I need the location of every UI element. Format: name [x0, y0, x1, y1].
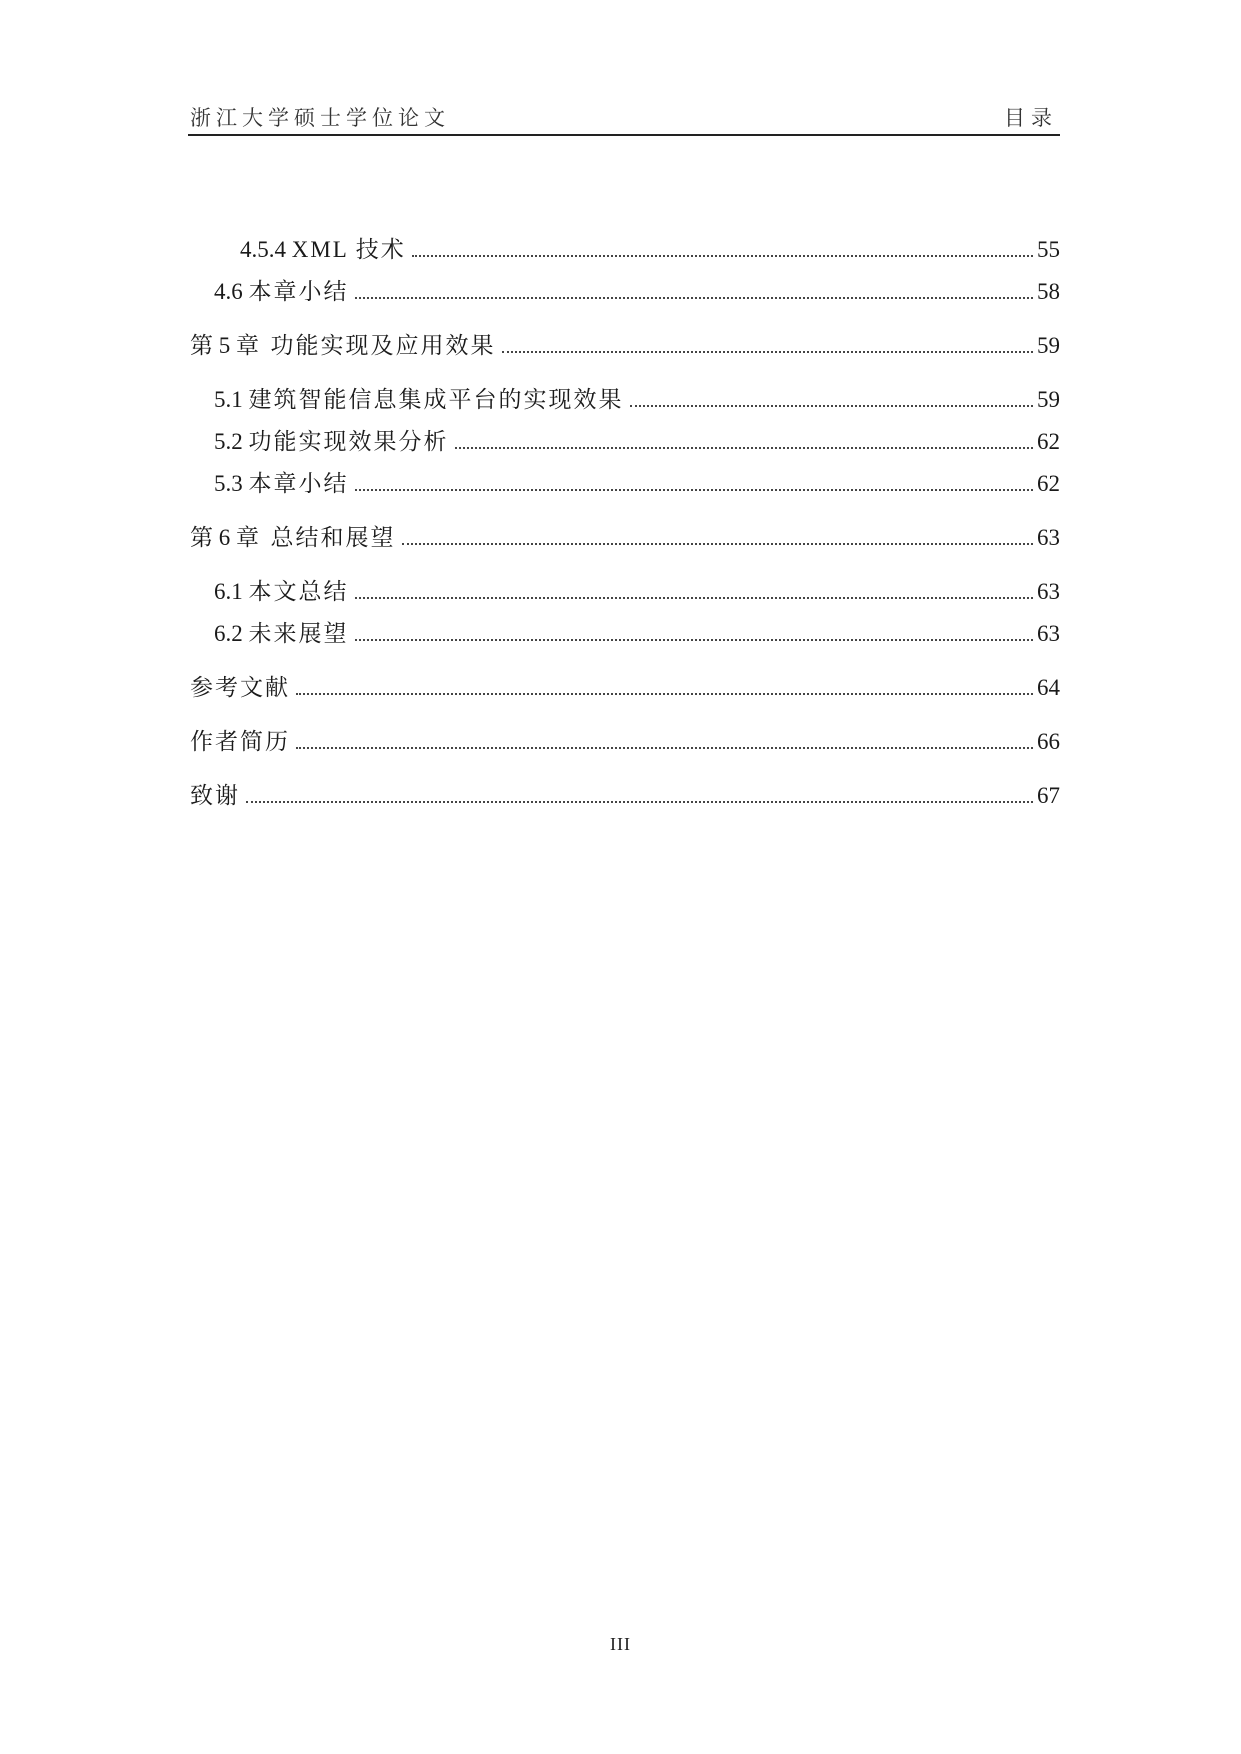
toc-entry-number: 4.5.4 — [240, 237, 292, 262]
toc-entry-number: 5.3 — [214, 471, 249, 496]
page-header — [188, 100, 1060, 136]
toc-entry-number: 第 5 章 — [190, 333, 271, 358]
dot-leader — [630, 404, 1034, 407]
toc-entry-page: 58 — [1037, 279, 1060, 304]
toc-entry-title: 作者简历 — [190, 729, 290, 754]
toc-entry-number: 6.1 — [214, 579, 249, 604]
toc-entry-page: 55 — [1037, 237, 1060, 262]
toc-entry-page: 62 — [1037, 429, 1060, 454]
section-title-header: 目录 — [1004, 106, 1058, 130]
toc-entry[interactable] — [190, 232, 1060, 264]
dot-leader — [402, 542, 1034, 545]
dot-leader — [296, 692, 1033, 695]
toc-entry-title: 参考文献 — [190, 675, 290, 700]
dot-leader — [296, 746, 1033, 749]
page-number: III — [610, 1634, 631, 1654]
dot-leader — [355, 296, 1034, 299]
toc-entry-title: 功能实现效果分析 — [248, 429, 449, 454]
toc-entry[interactable] — [190, 328, 1060, 360]
toc-entry-title: 未来展望 — [248, 621, 349, 646]
toc-entry-page: 63 — [1037, 621, 1060, 646]
toc-entry-title: 本章小结 — [248, 279, 349, 304]
toc-entry-page: 63 — [1037, 525, 1060, 550]
toc-entry[interactable] — [190, 670, 1060, 702]
toc-entry[interactable] — [190, 382, 1060, 414]
toc-entry-page: 67 — [1037, 783, 1060, 808]
dot-leader — [246, 800, 1033, 803]
dot-leader — [355, 596, 1034, 599]
dot-leader — [502, 350, 1034, 353]
toc-entry-page: 59 — [1037, 333, 1060, 358]
toc-entry-number: 第 6 章 — [190, 525, 271, 550]
toc-entry-title: XML 技术 — [291, 237, 406, 262]
toc-entry-title: 总结和展望 — [270, 525, 396, 550]
toc-entry-title: 本章小结 — [248, 471, 349, 496]
toc-entry-page: 62 — [1037, 471, 1060, 496]
toc-entry-title: 本文总结 — [248, 579, 349, 604]
toc-entry[interactable] — [190, 778, 1060, 810]
toc-entry-page: 63 — [1037, 579, 1060, 604]
toc-entry-page: 66 — [1037, 729, 1060, 754]
toc-entry[interactable] — [190, 520, 1060, 552]
toc-entry[interactable] — [190, 616, 1060, 648]
toc-entry-number: 6.2 — [214, 621, 249, 646]
dot-leader — [355, 488, 1034, 491]
toc-entry[interactable] — [190, 724, 1060, 756]
toc-entry-number: 5.1 — [214, 387, 249, 412]
toc-entry-page: 59 — [1037, 387, 1060, 412]
toc-entry[interactable] — [190, 574, 1060, 606]
toc-entry-title: 致谢 — [190, 783, 240, 808]
dot-leader — [455, 446, 1034, 449]
toc-entry[interactable] — [190, 274, 1060, 306]
toc-entry[interactable] — [190, 424, 1060, 456]
dot-leader — [355, 638, 1034, 641]
toc-entry-title: 功能实现及应用效果 — [270, 333, 496, 358]
toc-entry[interactable] — [190, 466, 1060, 498]
toc-entry-page: 64 — [1037, 675, 1060, 700]
dot-leader — [412, 254, 1033, 257]
thesis-title-header: 浙江大学硕士学位论文 — [190, 106, 450, 130]
toc-entry-number: 5.2 — [214, 429, 249, 454]
toc-entry-number: 4.6 — [214, 279, 249, 304]
toc-entry-title: 建筑智能信息集成平台的实现效果 — [248, 387, 624, 412]
